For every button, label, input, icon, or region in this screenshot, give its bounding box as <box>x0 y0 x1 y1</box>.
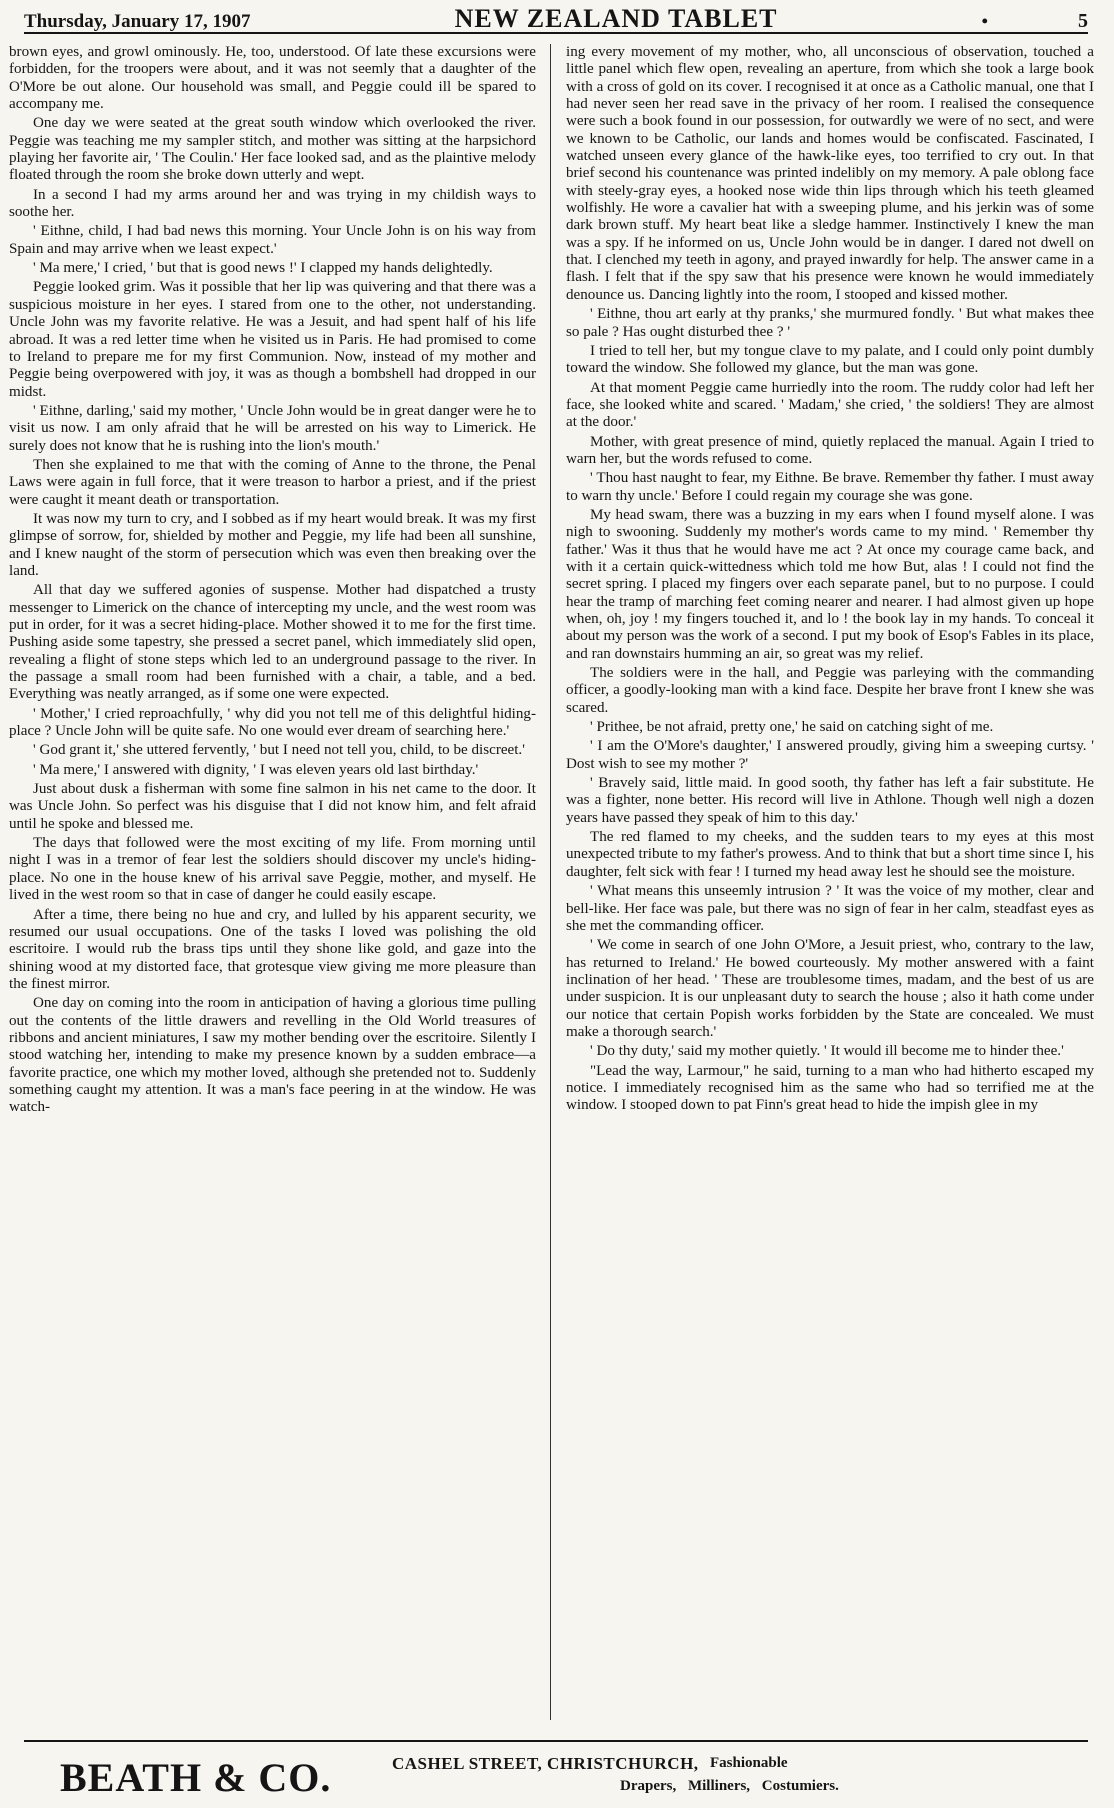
paragraph: After a time, there being no hue and cry, and lulled by his apparent security, we resumed our usual occupations. One of the tasks I loved was polishing the old escritoire. I would rub the brass tips until they shone like gold, and gaze into the shining wood at my distorted face, that grotesque view giving me more pleasure than the finest mirror. <box>9 906 536 992</box>
paragraph: One day we were seated at the great south window which overlooked the river. Peggie was teaching me my sampler stitch, and mother was sitting at the harpsichord playing her favorite air, ' The Coulin.' Her face looked sad, and as the plaintive melody floated through the room she broke down utterly and wept. <box>9 115 536 184</box>
paragraph: ' Eithne, child, I had bad news this morning. Your Uncle John is on his way from Spain and may arrive when we least expect.' <box>9 223 536 257</box>
paragraph: It was now my turn to cry, and I sobbed as if my heart would break. It was my first glimpse of sorrow, for, shielded by mother and Peggie, my life had been all sunshine, and I knew naught of the storm of persecution which was even then breaking over the land. <box>9 510 536 579</box>
paragraph: The days that followed were the most exciting of my life. From morning until night I was in a tremor of fear lest the soldiers should discover my uncle's hiding-place. No one in the house knew of his arrival save Peggie, mother, and myself. He lived in the west room so that in case of danger he could easily escape. <box>9 835 536 904</box>
paragraph: Then she explained to me that with the coming of Anne to the throne, the Penal Laws were again in full force, that it were treason to harbor a priest, and if the priest were caught it meant death or transportation. <box>9 456 536 508</box>
page-number: 5 <box>1077 10 1088 32</box>
paragraph: ' What means this unseemly intrusion ? ' It was the voice of my mother, clear and bell-like. Her face was pale, but there was no sign of fear in her calm, steadfast eyes as she met the commanding officer. <box>566 883 1094 934</box>
paragraph: In a second I had my arms around her and was trying in my childish ways to soothe her. <box>9 186 536 221</box>
left-column <box>9 44 536 1732</box>
paragraph: ' God grant it,' she uttered fervently, ' but I need not tell you, child, to be discreet.' <box>33 742 525 759</box>
paragraph: My head swam, there was a buzzing in my ears when I found myself alone. I was nigh to swooning. Suddenly my mother's words came to my mind. ' Remember thy father.' Was it thus that he would have me act ? At once my courage came back, and with it a certain quick-wittedness which told me how But, alas ! I could not find the secret spring. I placed my fingers over each separate panel, but to no purpose. I could hear the tramp of marching feet coming nearer and nearer. I had almost given up hope when, oh, joy ! my fingers touched it, and lo ! the book lay in my hands. To conceal it about my person was the work of a second. I put my book of Esop's Fables in its place, and ran downstairs humming an air, so great was my relief. <box>566 506 1094 662</box>
paragraph: All that day we suffered agonies of suspense. Mother had dispatched a trusty messenger to Limerick on the chance of intercepting my uncle, and the west room was put in order, for it was a secret hiding-place. Mother showed it to me for the first time. Pushing aside some tapestry, she pressed a secret panel, which immediately slid open, revealing a flight of stone steps which led to an underground passage to the river. In the passage a small room had been furnished with a chair, a table, and a bed. Everything was neatly arranged, as if some one were expected. <box>9 582 536 703</box>
paragraph: ' Ma mere,' I cried, ' but that is good news !' I clapped my hands delightedly. <box>33 260 493 277</box>
advertiser-tagline: Fashionable <box>710 1755 788 1771</box>
paragraph: ' I am the O'More's daughter,' I answered proudly, giving him a sweeping curtsy. ' Dost wish to see my mother ?' <box>566 738 1094 772</box>
article-body <box>0 44 1114 1732</box>
paragraph: ' Eithne, darling,' said my mother, ' Uncle John would be in great danger were he to visit us now. I am only afraid that he will be arrested on his way to Limerick. He surely does not know that he is rushing into the lion's mouth.' <box>9 402 536 454</box>
paragraph: ' Mother,' I cried reproachfully, ' why did you not tell me of this delightful hiding-place ? Uncle John will be quite safe. No one would ever dream of searching here.' <box>9 705 536 740</box>
paragraph: One day on coming into the room in anticipation of having a glorious time pulling out the contents of the little drawers and revelling in the Old World treasures of ribbons and ancient miniatures, I saw my mother bending over the escritoire. Silently I stood watching her, intending to make my presence known by a sudden embrace—a favorite practice, one which my mother loved, although she pretended not to. Suddenly something caught my attention. It was a man's face peering in at the window. He was watch- <box>9 995 536 1116</box>
paragraph: The red flamed to my cheeks, and the sudden tears to my eyes at this most unexpected tribute to my father's prowess. And to think that but a short time since I, his daughter, felt sick with fear ! I turned my head away lest he should see the moisture. <box>566 829 1094 880</box>
right-column <box>566 44 1094 1732</box>
advertiser-trades: Drapers, Milliners, Costumiers. <box>620 1778 839 1794</box>
paragraph: ' We come in search of one John O'More, a Jesuit priest, who, contrary to the law, has returned to Ireland.' He bowed courteously. My mother answered with a faint inclination of her head. ' These are troublesome times, madam, and the best of us are under suspicion. It is our unpleasant duty to search the house ; also it hath come under our notice that certain Popish works forbidden by the State are concealed. We must make a thorough search.' <box>566 937 1094 1040</box>
footer-divider <box>24 1740 1088 1742</box>
advertiser-name: BEATH & CO. <box>60 1755 332 1800</box>
page-header <box>24 4 1088 34</box>
paragraph: Peggie looked grim. Was it possible that her lip was quivering and that there was a suspicious moisture in her eyes. I stared from one to the other, not understanding. Uncle John was my favorite relative. He was a Jesuit, and had spent half of his life abroad. It was a red letter time when he visited us in Paris. He had promised to come to Ireland to prepare me for my first Communion. Now, instead of my mother and Peggie being overpowered with joy, it was as though a bombshell had dropped in our midst. <box>9 279 536 400</box>
paragraph: "Lead the way, Larmour," he said, turning to a man who had hitherto escaped my notice. I immediately recognised him as the same who had so terrified me at the window. I stooped down to pat Finn's great head to hide the impish glee in my <box>566 1062 1094 1114</box>
advertisement-footer <box>60 1750 1060 1806</box>
paragraph: The soldiers were in the hall, and Peggie was parleying with the commanding officer, a goodly-looking man with a kind face. Despite her brave front I knew she was scared. <box>566 665 1094 716</box>
paragraph: ' Thou hast naught to fear, my Eithne. Be brave. Remember thy father. I must away to warn thy uncle.' Before I could regain my courage she was gone. <box>566 470 1094 504</box>
advertiser-address: CASHEL STREET, CHRISTCHURCH, <box>392 1754 699 1773</box>
column-divider <box>550 44 551 1720</box>
paragraph: At that moment Peggie came hurriedly into the room. The ruddy color had left her face, she looked white and scared. ' Madam,' she cried, ' the soldiers! They are almost at the door.' <box>566 379 1094 431</box>
paragraph: brown eyes, and growl ominously. He, too, understood. Of late these excursions were forbidden, for the troopers were about, and it was not seemly that a daughter of the O'More be out alone. Our household was small, and Peggie could ill be spared to accompany me. <box>9 44 536 113</box>
paragraph: ' Eithne, thou art early at thy pranks,' she murmured fondly. ' But what makes thee so pale ? Has ought disturbed thee ? ' <box>566 306 1094 340</box>
issue-date: Thursday, January 17, 1907 <box>24 11 251 32</box>
paragraph: ' Bravely said, little maid. In good sooth, thy father has left a fair substitute. He was a fighter, none better. His record will live in Athlone. Though well nigh a dozen years have passed they speak of him to this day.' <box>566 775 1094 826</box>
paragraph: I tried to tell her, but my tongue clave to my palate, and I could only point dumbly toward the window. She followed my glance, but the man was gone. <box>566 342 1094 377</box>
paragraph: ing every movement of my mother, who, all unconscious of observation, touched a little panel which flew open, revealing an aperture, from which she took a large book with a cross of gold on its cover. I recognised it at once as a Catholic manual, one that I had never seen her read save in the privacy of her room. I realised the consequence were such a book found in our possession, for outwardly we were of no sect, and were we known to be Catholic, our lands and homes would be confiscated. Fascinated, I watched unseen every glance of the hawk-like eyes, too terrified to cry out. In that brief second his countenance was printed indelibly on my memory. A pale oblong face with steely-gray eyes, a hooked nose wide thin lips through which his teeth gleamed wolfishly. He wore a cavalier hat with a sweeping plume, and his jerkin was of some dark brown stuff. My heart beat like a sledge hammer. Instinctively I knew the man was a spy. If he informed on us, Uncle John would be in danger. I dared not dwell on that. I clenched my teeth in agony, and prayed inwardly for help. The answer came in a flash. I felt that if the spy saw that his presence were known he would immediately denounce us. Dancing lightly into the room, I stooped and kissed mother. <box>566 44 1094 303</box>
paragraph: ' Prithee, be not afraid, pretty one,' he said on catching sight of me. <box>590 719 994 736</box>
paragraph: Just about dusk a fisherman with some fine salmon in his net came to the door. It was Uncle John. So perfect was his disguise that I did not know him, and felt afraid until he spoke and blessed me. <box>9 781 536 832</box>
paragraph: ' Do thy duty,' said my mother quietly. ' It would ill become me to hinder thee.' <box>590 1043 1064 1060</box>
masthead-title: NEW ZEALAND TABLET <box>454 4 778 33</box>
paragraph: ' Ma mere,' I answered with dignity, ' I was eleven years old last birthday.' <box>33 761 479 778</box>
paragraph: Mother, with great presence of mind, quietly replaced the manual. Again I tried to warn her, but the words refused to come. <box>566 433 1094 467</box>
header-right <box>982 10 1088 33</box>
header-ornament: • <box>981 11 988 31</box>
